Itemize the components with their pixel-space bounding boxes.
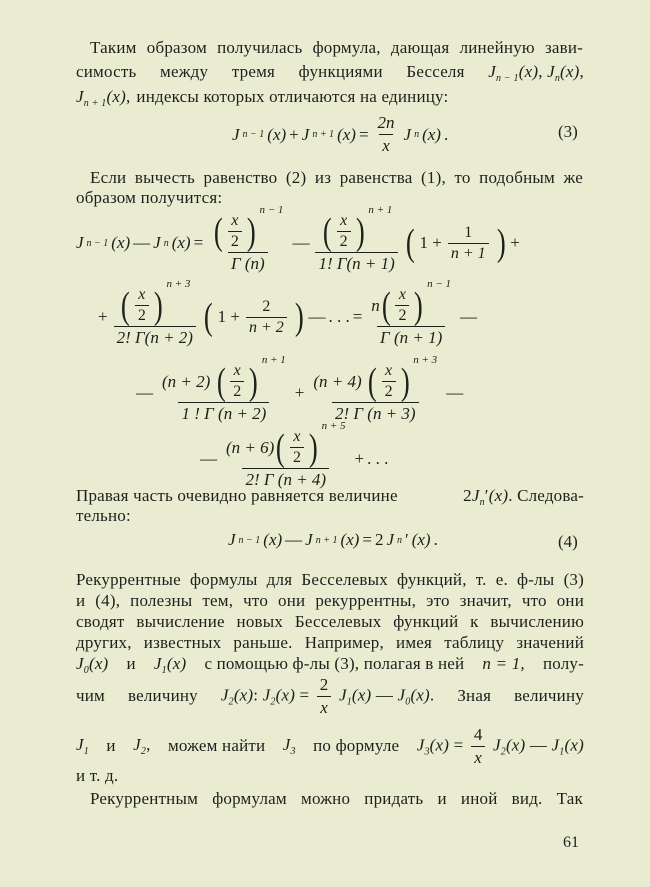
text: функциями [298, 62, 383, 81]
text-line [76, 654, 584, 676]
math: n = 1, [482, 654, 525, 673]
text: Бесселя [406, 62, 465, 81]
text-line [76, 486, 584, 508]
text: и т. д. [76, 766, 119, 785]
series-equation-line-3: — (n + 2) ( $\frac{x}{2}$ ) $^{n + 1}$ 1 ! Γ (n + 2) + (n + 4) ( $\frac{x}{2}$ ) $^{n + 3}$ 2! Γ (n + 3) — [136, 354, 464, 423]
text-line [76, 612, 584, 632]
text: Таким образом получилась формула, дающая линейную зави- [90, 38, 583, 57]
math: $J_2$, [133, 735, 151, 757]
text-line [76, 633, 584, 653]
equation-number: (4) [558, 532, 578, 551]
fraction: (n + 6) ( $\frac{x}{2}$ ) $^{n + 5}$ 2! Γ (n + 4) [226, 420, 346, 489]
math: $J_2(x)$: $J_2(x)$ = $\frac{2}{x}$ $J_1(x)$ — $J_0(x)$. [220, 674, 435, 717]
text-line [90, 789, 583, 809]
text: тельно: [76, 506, 131, 525]
text: Рекуррентным формулам можно придать и иной вид. Так [90, 789, 583, 808]
text: между [160, 62, 209, 81]
text: и (4), полезны тем, что они рекуррентны, это значит, что они [76, 591, 584, 610]
fraction: (n + 4) ( $\frac{x}{2}$ ) $^{n + 3}$ 2! Γ (n + 3) [313, 354, 438, 423]
equation-number: (3) [558, 122, 578, 141]
math: $J_1$ [76, 735, 89, 757]
text: Правая часть очевидно равняется величине [76, 486, 398, 505]
math: $J_0(x)$ [76, 654, 109, 676]
math: $2J_n'(x)$. Следова- [463, 486, 584, 508]
text: можем найти [167, 736, 266, 755]
text: и [106, 736, 116, 755]
text: величину [127, 686, 198, 705]
text-line [76, 591, 584, 611]
text-line [76, 506, 584, 526]
fraction: (n + 2) ( $\frac{x}{2}$ ) $^{n + 1}$ 1 ! Γ (n + 2) [162, 354, 286, 423]
text: индексы которых отличаются на единицу: [136, 87, 449, 106]
text-line [76, 725, 584, 767]
text: других, известных раньше. Например, имея таблицу значений [76, 633, 584, 652]
fraction: ( $\frac{x}{2}$ ) $^{n + 1}$ 1! Γ(n + 1) [315, 212, 397, 274]
text: тремя [231, 62, 276, 81]
text-line [76, 62, 584, 84]
text-line [76, 766, 584, 786]
text-line [76, 675, 584, 717]
text: Рекуррентные формулы для Бесселевых функций, т. е. ф-лы (3) [76, 570, 584, 589]
math: $J_{n - 1}(x)$, $J_n(x)$, [488, 62, 584, 84]
equation-3: J n − 1 (x) + J n + 1 (x) = $\frac{2n}{x}$ J n (x) . [232, 113, 449, 155]
math: $J_1(x)$ [153, 654, 187, 676]
text: Если вычесть равенство (2) из равенства (1), то подобным же [90, 168, 583, 187]
text-line [90, 168, 583, 188]
text: Зная [457, 686, 492, 705]
page-number: 61 [563, 834, 579, 851]
text-line [76, 188, 584, 208]
text: и [126, 654, 136, 673]
series-equation-line-4: — (n + 6) ( $\frac{x}{2}$ ) $^{n + 5}$ 2! Γ (n + 4) + . . . [200, 420, 389, 489]
text-line [76, 570, 584, 590]
fraction: ( $\frac{x}{2}$ ) $^{n - 1}$ Γ (n) [214, 204, 284, 273]
text: полу- [542, 654, 584, 673]
text: симость [76, 62, 137, 81]
text: величину [514, 686, 584, 705]
series-equation-line-1: J n − 1 (x) — J n (x) = ( $\frac{x}{2}$ ) $^{n - 1}$ Γ (n) — ( $\frac{x}{2}$ ) $^{n + 1}$ 1! Γ(n + 1) ( 1 + $\frac{1}{n + 1}$ ) + [76, 204, 520, 273]
math: $J_{n + 1}(x)$, [76, 87, 131, 109]
text: сводят вычисление новых Бесселевых функций к вычислению [76, 612, 584, 631]
equation-4: J n − 1 (x) — J n + 1 (x) = 2 J n ′ (x) . [228, 530, 438, 549]
text: с помощью ф-лы (3), полагая в ней [204, 654, 465, 673]
math: $J_3(x)$ = $\frac{4}{x}$ $J_2(x)$ — $J_1(x)$ [416, 724, 584, 767]
text: образом получится: [76, 188, 223, 207]
series-equation-line-2: + ( $\frac{x}{2}$ ) $^{n + 3}$ 2! Γ(n + 2) ( 1 + $\frac{2}{n + 2}$ ) — . . . = n ( $\frac{x}{2}$ ) $^{n - 1}$ Γ (n + 1) — [98, 278, 478, 347]
text: по формуле [313, 736, 400, 755]
text-line [90, 38, 583, 58]
text-line [76, 87, 584, 109]
math: $J_3$ [282, 735, 296, 757]
text: чим [76, 686, 106, 705]
fraction: ( $\frac{x}{2}$ ) $^{n + 3}$ 2! Γ(n + 2) [114, 286, 196, 348]
fraction: n ( $\frac{x}{2}$ ) $^{n - 1}$ Γ (n + 1) [371, 278, 452, 347]
